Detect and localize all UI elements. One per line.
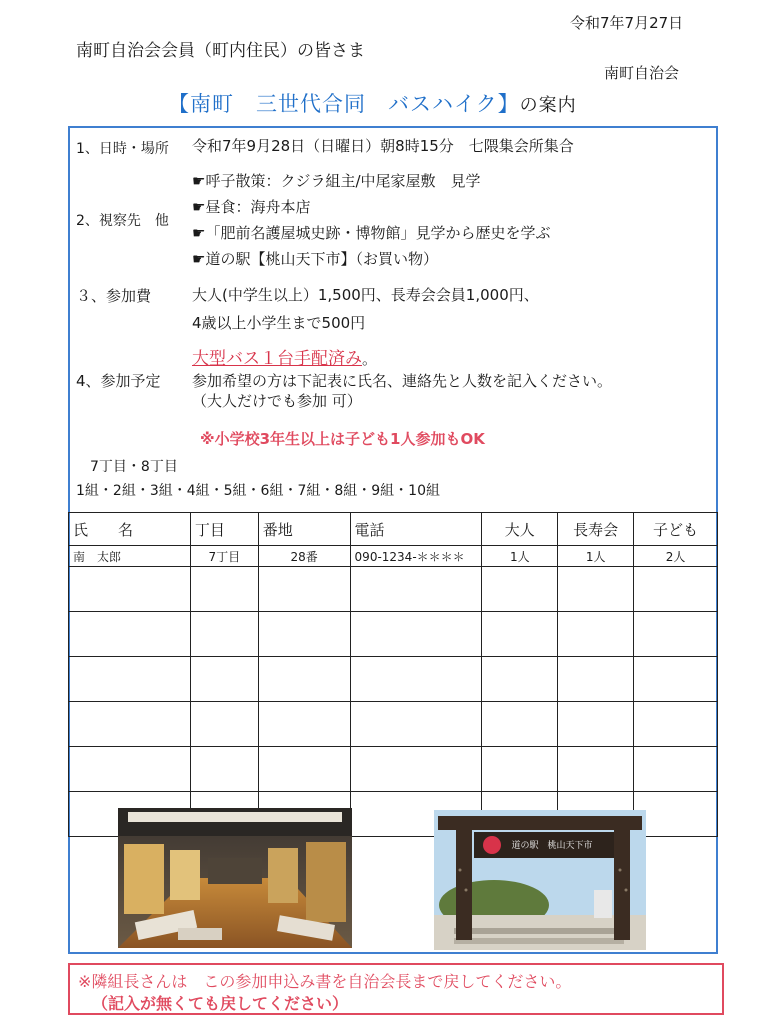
- entry-cell[interactable]: [634, 792, 718, 837]
- title-suffix: の案内: [519, 95, 577, 116]
- sample-children: 2人: [634, 546, 718, 567]
- table-row[interactable]: [69, 657, 718, 702]
- header-banchi: 番地: [258, 513, 350, 546]
- entry-cell[interactable]: [634, 567, 718, 612]
- roadside-station-graphic: [434, 810, 646, 950]
- signup-table: [68, 512, 718, 837]
- entry-cell[interactable]: [190, 612, 258, 657]
- fee-line-1: 大人(中学生以上）1,500円、長寿会会員1,000円、: [192, 286, 539, 304]
- museum-photo-graphic: [118, 808, 352, 948]
- header-adults: 大人: [482, 513, 558, 546]
- return-notice-line-2: （記入が無くても戻してください）: [92, 994, 349, 1013]
- sample-name: 南 太郎: [69, 546, 191, 567]
- header-name: 氏 名: [69, 513, 191, 546]
- table-row[interactable]: [69, 747, 718, 792]
- entry-cell[interactable]: [350, 612, 482, 657]
- museum-photo: [118, 808, 352, 948]
- entry-cell[interactable]: [350, 702, 482, 747]
- table-header-row: [69, 513, 718, 546]
- entry-cell[interactable]: [634, 612, 718, 657]
- entry-cell[interactable]: [558, 657, 634, 702]
- visit-item: ☛呼子散策：クジラ組主/中尾家屋敷 見学: [192, 172, 481, 190]
- entry-cell[interactable]: [258, 567, 350, 612]
- visit-item: ☛昼食：海舟本店: [192, 198, 311, 216]
- entry-cell[interactable]: [258, 747, 350, 792]
- entry-cell[interactable]: [190, 567, 258, 612]
- entry-cell[interactable]: [190, 657, 258, 702]
- section-3-label: ３、参加費: [76, 287, 152, 305]
- bus-arranged-text: 大型バス１台手配済み: [192, 349, 362, 369]
- sample-phone: 090-1234-＊＊＊＊: [350, 546, 482, 567]
- greeting: 南町自治会会員（町内住民）の皆さま: [76, 41, 365, 61]
- issue-date: 令和7年7月27日: [570, 14, 684, 32]
- entry-cell[interactable]: [558, 612, 634, 657]
- gate-sign: 道の駅 桃山天下市: [511, 841, 593, 851]
- area-list: 7丁目・8丁目: [90, 459, 178, 475]
- entry-cell[interactable]: [350, 747, 482, 792]
- bus-arranged: [192, 344, 377, 369]
- entry-cell[interactable]: [69, 567, 191, 612]
- entry-cell[interactable]: [482, 567, 558, 612]
- entry-cell[interactable]: [482, 702, 558, 747]
- entry-cell[interactable]: [258, 612, 350, 657]
- entry-cell[interactable]: [482, 657, 558, 702]
- entry-cell[interactable]: [190, 747, 258, 792]
- title-main: 【南町 三世代合同 バスハイク】: [168, 92, 520, 116]
- signup-instructions: 参加希望の方は下記表に氏名、連絡先と人数を記入ください。: [192, 372, 613, 390]
- entry-cell[interactable]: [558, 747, 634, 792]
- header-chome: 丁目: [190, 513, 258, 546]
- table-row[interactable]: [69, 702, 718, 747]
- roadside-station-photo: [434, 810, 646, 950]
- section-2-label: 2、視察先 他: [76, 213, 169, 229]
- entry-cell[interactable]: [634, 657, 718, 702]
- organization-name: 南町自治会: [604, 64, 680, 82]
- section-1-label: 1、日時・場所: [76, 141, 169, 157]
- visit-item: ☛「肥前名護屋城史跡・博物館」見学から歴史を学ぶ: [192, 224, 551, 242]
- return-notice-line-1: ※隣組長さんは この参加申込み書を自治会長まで戻してください。: [78, 972, 572, 991]
- entry-cell[interactable]: [558, 702, 634, 747]
- fee-line-2: 4歳以上小学生まで500円: [192, 314, 366, 332]
- entry-cell[interactable]: [69, 702, 191, 747]
- page-title: [168, 88, 577, 118]
- entry-cell[interactable]: [69, 657, 191, 702]
- visit-item: ☛道の駅【桃山天下市】（お買い物）: [192, 250, 438, 268]
- entry-cell[interactable]: [69, 747, 191, 792]
- table-row[interactable]: [69, 567, 718, 612]
- entry-cell[interactable]: [69, 612, 191, 657]
- sample-chome: 7丁目: [190, 546, 258, 567]
- sample-seniors: 1人: [558, 546, 634, 567]
- entry-cell[interactable]: [558, 567, 634, 612]
- header-seniors: 長寿会: [558, 513, 634, 546]
- table-row[interactable]: [69, 612, 718, 657]
- sample-banchi: 28番: [258, 546, 350, 567]
- entry-cell[interactable]: [482, 612, 558, 657]
- entry-cell[interactable]: [350, 657, 482, 702]
- return-notice: [68, 963, 724, 1015]
- entry-cell[interactable]: [634, 702, 718, 747]
- entry-cell[interactable]: [634, 747, 718, 792]
- adults-only-note: （大人だけでも参加 可）: [192, 392, 362, 410]
- entry-cell[interactable]: [258, 702, 350, 747]
- header-phone: 電話: [350, 513, 482, 546]
- entry-cell[interactable]: [190, 702, 258, 747]
- children-note: ※小学校3年生以上は子ども1人参加もOK: [200, 430, 485, 448]
- entry-cell[interactable]: [482, 747, 558, 792]
- entry-cell[interactable]: [350, 567, 482, 612]
- entry-cell[interactable]: [258, 657, 350, 702]
- group-list: 1組・2組・3組・4組・5組・6組・7組・8組・9組・10組: [76, 483, 440, 499]
- sample-row: [69, 546, 718, 567]
- header-children: 子ども: [634, 513, 718, 546]
- bus-arranged-end: 。: [362, 350, 378, 368]
- sample-adults: 1人: [482, 546, 558, 567]
- section-1-text: 令和7年9月28日（日曜日）朝8時15分 七隈集会所集合: [192, 137, 574, 155]
- section-4-label: 4、参加予定: [76, 372, 161, 390]
